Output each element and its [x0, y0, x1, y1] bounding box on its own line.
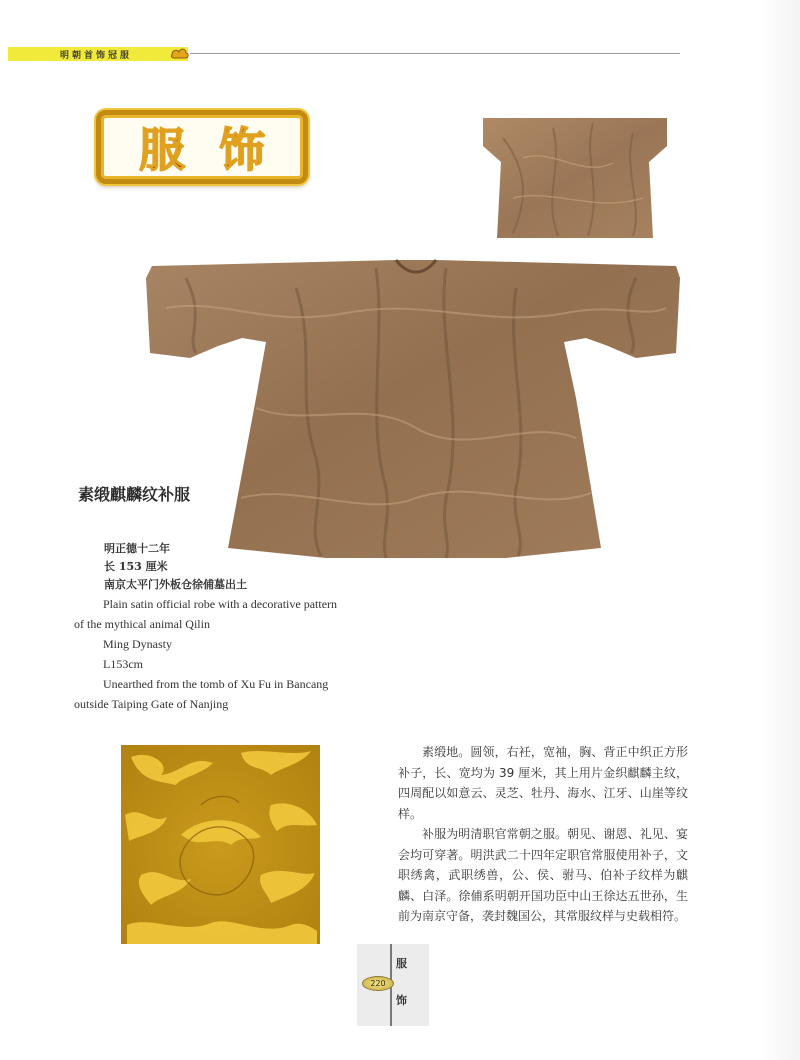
page-edge-shade	[760, 0, 800, 1060]
item-info-cn	[104, 540, 247, 594]
item-info-en	[74, 594, 374, 714]
info-en-line: Ming Dynasty	[103, 637, 172, 651]
robe-detail-photo	[483, 118, 667, 238]
robe-photo	[146, 258, 681, 563]
info-en-line: of the mythical animal Qilin	[74, 617, 210, 631]
description-paragraph: 素缎地。圆领，右衽，宽袖，胸、背正中织正方形补子，长、宽均为 39 厘米，其上用片金织麒麟主纹，四周配以如意云、灵芝、牡丹、海水、江牙、山崖等纹样。	[398, 745, 688, 821]
info-en-line: L153cm	[103, 657, 143, 671]
description-text	[398, 742, 688, 927]
section-title-plaque	[96, 110, 308, 184]
description-paragraph: 补服为明清职官常朝之服。朝见、谢恩、礼见、宴会均可穿著。明洪武二十四年定职官常服使用补子，文职绣禽，武职绣兽，公、侯、驸马、伯补子纹样为麒麟、白泽。徐俌系明朝开国功臣中山王徐达五世孙，生前为南京守备，袭封魏国公，其常服纹样与史载相符。	[398, 827, 688, 923]
info-en-line: outside Taiping Gate of Nanjing	[74, 697, 229, 711]
cloud-ornament-icon	[170, 45, 190, 61]
info-cn-provenance: 南京太平门外板仓徐俌墓出土	[104, 578, 247, 591]
info-en-line: Plain satin official robe with a decorative pattern	[103, 597, 338, 611]
qilin-badge-detail-photo	[121, 745, 320, 944]
info-cn-date: 明正德十二年	[104, 542, 170, 555]
item-title: 素缎麒麟纹补服	[78, 485, 191, 504]
info-cn-length: 长 153 厘米	[104, 560, 168, 573]
header-rule	[190, 53, 680, 54]
section-title: 服饰	[139, 123, 299, 177]
running-title: 明朝首饰冠服	[60, 51, 133, 61]
footer-section-char: 服	[396, 957, 407, 970]
page-number: 220	[362, 976, 394, 991]
footer-section-char: 饰	[396, 994, 407, 1007]
info-en-line: Unearthed from the tomb of Xu Fu in Bancang	[103, 677, 329, 691]
